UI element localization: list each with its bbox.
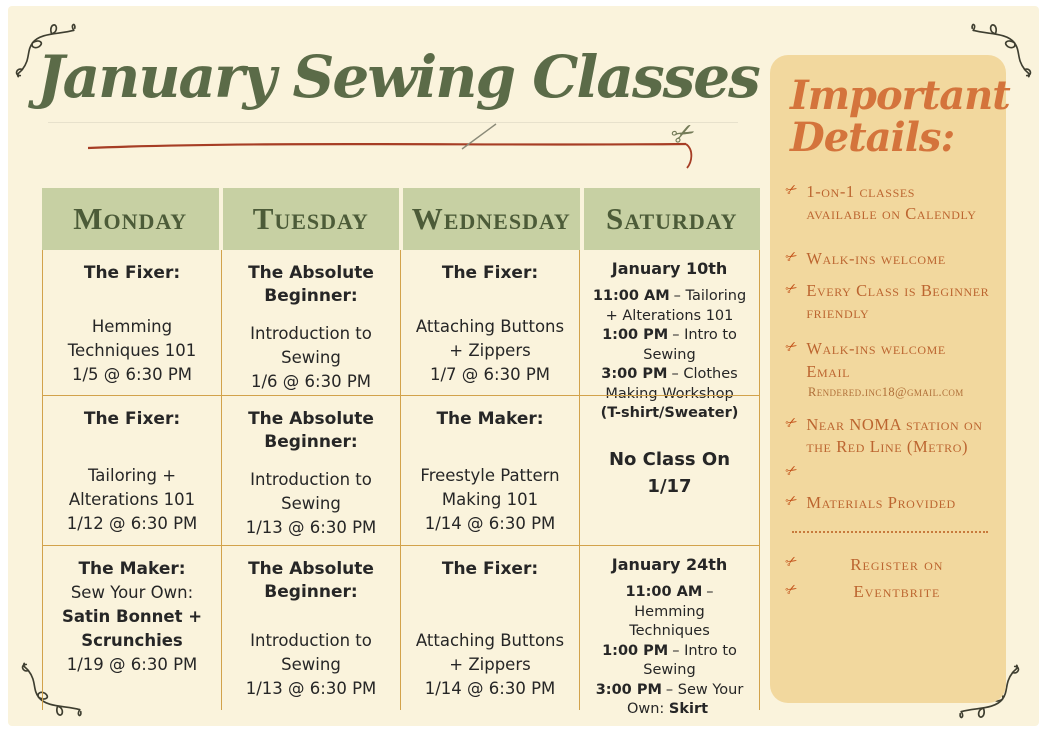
class-cell-wednesday-week1 xyxy=(401,250,580,395)
detail-item-email xyxy=(782,337,990,383)
detail-text: Walk-ins welcome xyxy=(806,248,946,268)
scissors-bullet-icon: ✂ xyxy=(782,337,802,358)
column-header-wednesday: Wednesday xyxy=(403,188,580,250)
title-block xyxy=(36,43,760,111)
class-topic: Attaching Buttons + Zippers xyxy=(415,316,565,360)
session-title: – Intro to Sewing xyxy=(643,327,737,363)
scissors-bullet-icon: ✂ xyxy=(782,412,802,433)
session-time: 3:00 PM xyxy=(595,681,662,698)
scissors-bullet-icon: ✂ xyxy=(782,246,802,267)
class-cell-tuesday-week1 xyxy=(222,250,401,395)
class-name: The Maker: xyxy=(78,559,186,579)
detail-text: Every Class is Beginner friendly xyxy=(806,280,990,323)
flyer-page xyxy=(8,6,1039,726)
class-name: The Fixer: xyxy=(83,263,181,283)
column-header-saturday: Saturday xyxy=(584,188,761,250)
class-topic: Freestyle Pattern Making 101 xyxy=(420,466,560,510)
saturday-date-heading: January 10th xyxy=(611,259,728,278)
scissors-bullet-icon: ✂ xyxy=(782,461,802,482)
session-time: 11:00 AM xyxy=(625,584,703,601)
detail-item-email-group xyxy=(782,337,990,400)
scissors-bullet-icon: ✂ xyxy=(782,278,802,299)
no-class-notice: No Class On 1/17 xyxy=(608,448,731,497)
class-datetime: 1/13 @ 6:30 PM xyxy=(245,679,377,699)
class-subtitle: Sew Your Own: xyxy=(70,582,194,602)
saturday-session xyxy=(592,326,747,365)
saturday-session xyxy=(592,642,747,681)
class-datetime: 1/6 @ 6:30 PM xyxy=(250,371,372,391)
class-cell-monday-week1 xyxy=(43,250,222,395)
register-footer xyxy=(782,551,990,605)
class-cell-wednesday-week2 xyxy=(401,395,580,545)
scissors-bullet-icon: ✂ xyxy=(782,551,801,572)
class-datetime: 1/14 @ 6:30 PM xyxy=(424,679,556,699)
footer-bullets xyxy=(782,551,801,605)
class-name: The Absolute Beginner: xyxy=(248,263,374,306)
email-address: Rendered.inc18@gmail.com xyxy=(808,384,964,399)
scissors-bullet-icon: ✂ xyxy=(782,491,802,512)
class-topic: Introduction to Sewing xyxy=(250,631,372,675)
session-title: – Hemming Techniques xyxy=(629,584,714,640)
class-cell-wednesday-week3 xyxy=(401,545,580,710)
schedule-body xyxy=(42,250,760,717)
schedule-header-row xyxy=(42,188,760,250)
class-topic: Introduction to Sewing xyxy=(250,469,372,513)
class-topic: Attaching Buttons + Zippers xyxy=(415,631,565,675)
important-details-panel xyxy=(770,55,1010,703)
class-name: The Fixer: xyxy=(83,409,181,429)
class-cell-saturday-week2 xyxy=(580,395,759,545)
class-topic: Hemming Techniques 101 xyxy=(67,316,197,360)
detail-item-beginner-friendly xyxy=(782,278,990,325)
page-title: January Sewing Classes xyxy=(37,43,759,111)
class-name: The Fixer: xyxy=(441,263,539,283)
class-cell-tuesday-week3 xyxy=(222,545,401,710)
session-time: 1:00 PM xyxy=(602,642,669,659)
class-cell-saturday-week1 xyxy=(580,250,759,421)
register-text: Register on Eventbrite xyxy=(850,554,944,601)
schedule-table xyxy=(42,188,760,717)
session-note: (T-shirt/Sweater) xyxy=(600,404,739,421)
class-datetime: 1/5 @ 6:30 PM xyxy=(71,364,193,384)
class-topic: Introduction to Sewing xyxy=(250,323,372,367)
detail-item-calendly xyxy=(782,179,990,226)
column-header-tuesday: Tuesday xyxy=(223,188,400,250)
stray-bullet xyxy=(782,461,990,482)
column-header-monday: Monday xyxy=(42,188,219,250)
scissors-bullet-icon: ✂ xyxy=(782,579,801,600)
session-title: – Tailoring + Alterations 101 xyxy=(605,288,747,324)
class-cell-tuesday-week2 xyxy=(222,395,401,545)
detail-item-materials xyxy=(782,491,990,514)
class-cell-saturday-week3 xyxy=(580,545,759,717)
class-cell-monday-week2 xyxy=(43,395,222,545)
thread-line-decoration xyxy=(58,113,718,174)
saturday-date-heading: January 24th xyxy=(611,555,728,574)
class-datetime: 1/19 @ 6:30 PM xyxy=(66,654,198,674)
dotted-divider xyxy=(792,531,988,533)
detail-item-metro xyxy=(782,412,990,459)
scissors-icon: ✂ xyxy=(665,113,702,154)
panel-heading: Important Details: xyxy=(790,72,1010,161)
saturday-session xyxy=(592,287,747,326)
session-time: 11:00 AM xyxy=(592,288,670,305)
class-name: The Maker: xyxy=(436,409,544,429)
detail-text: Materials Provided xyxy=(806,493,956,513)
detail-text: 1-on-1 classes available on Calendly xyxy=(806,182,977,224)
class-datetime: 1/12 @ 6:30 PM xyxy=(66,514,198,534)
saturday-session xyxy=(592,681,747,720)
detail-item-walkins xyxy=(782,246,990,270)
session-title: – Clothes Making Workshop xyxy=(605,366,738,402)
session-time: 3:00 PM xyxy=(601,366,668,383)
detail-text: Walk-ins welcome Email xyxy=(806,339,946,381)
class-name: The Fixer: xyxy=(441,559,539,579)
class-datetime: 1/14 @ 6:30 PM xyxy=(424,514,556,534)
class-topic: Satin Bonnet + Scrunchies xyxy=(61,606,203,650)
detail-text: Near NOMA station on the Red Line (Metro) xyxy=(806,414,983,457)
class-name: The Absolute Beginner: xyxy=(248,409,374,452)
saturday-session xyxy=(592,583,747,641)
class-datetime: 1/13 @ 6:30 PM xyxy=(245,517,377,537)
session-title: – Sew Your Own: xyxy=(626,681,744,717)
scissors-bullet-icon: ✂ xyxy=(782,179,802,201)
class-cell-monday-week3 xyxy=(43,545,222,710)
class-name: The Absolute Beginner: xyxy=(248,559,374,602)
class-datetime: 1/7 @ 6:30 PM xyxy=(429,364,551,384)
session-title: – Intro to Sewing xyxy=(643,642,737,679)
class-topic: Tailoring + Alterations 101 xyxy=(68,466,196,510)
session-title-bold: Skirt xyxy=(668,700,709,717)
session-time: 1:00 PM xyxy=(602,327,669,344)
